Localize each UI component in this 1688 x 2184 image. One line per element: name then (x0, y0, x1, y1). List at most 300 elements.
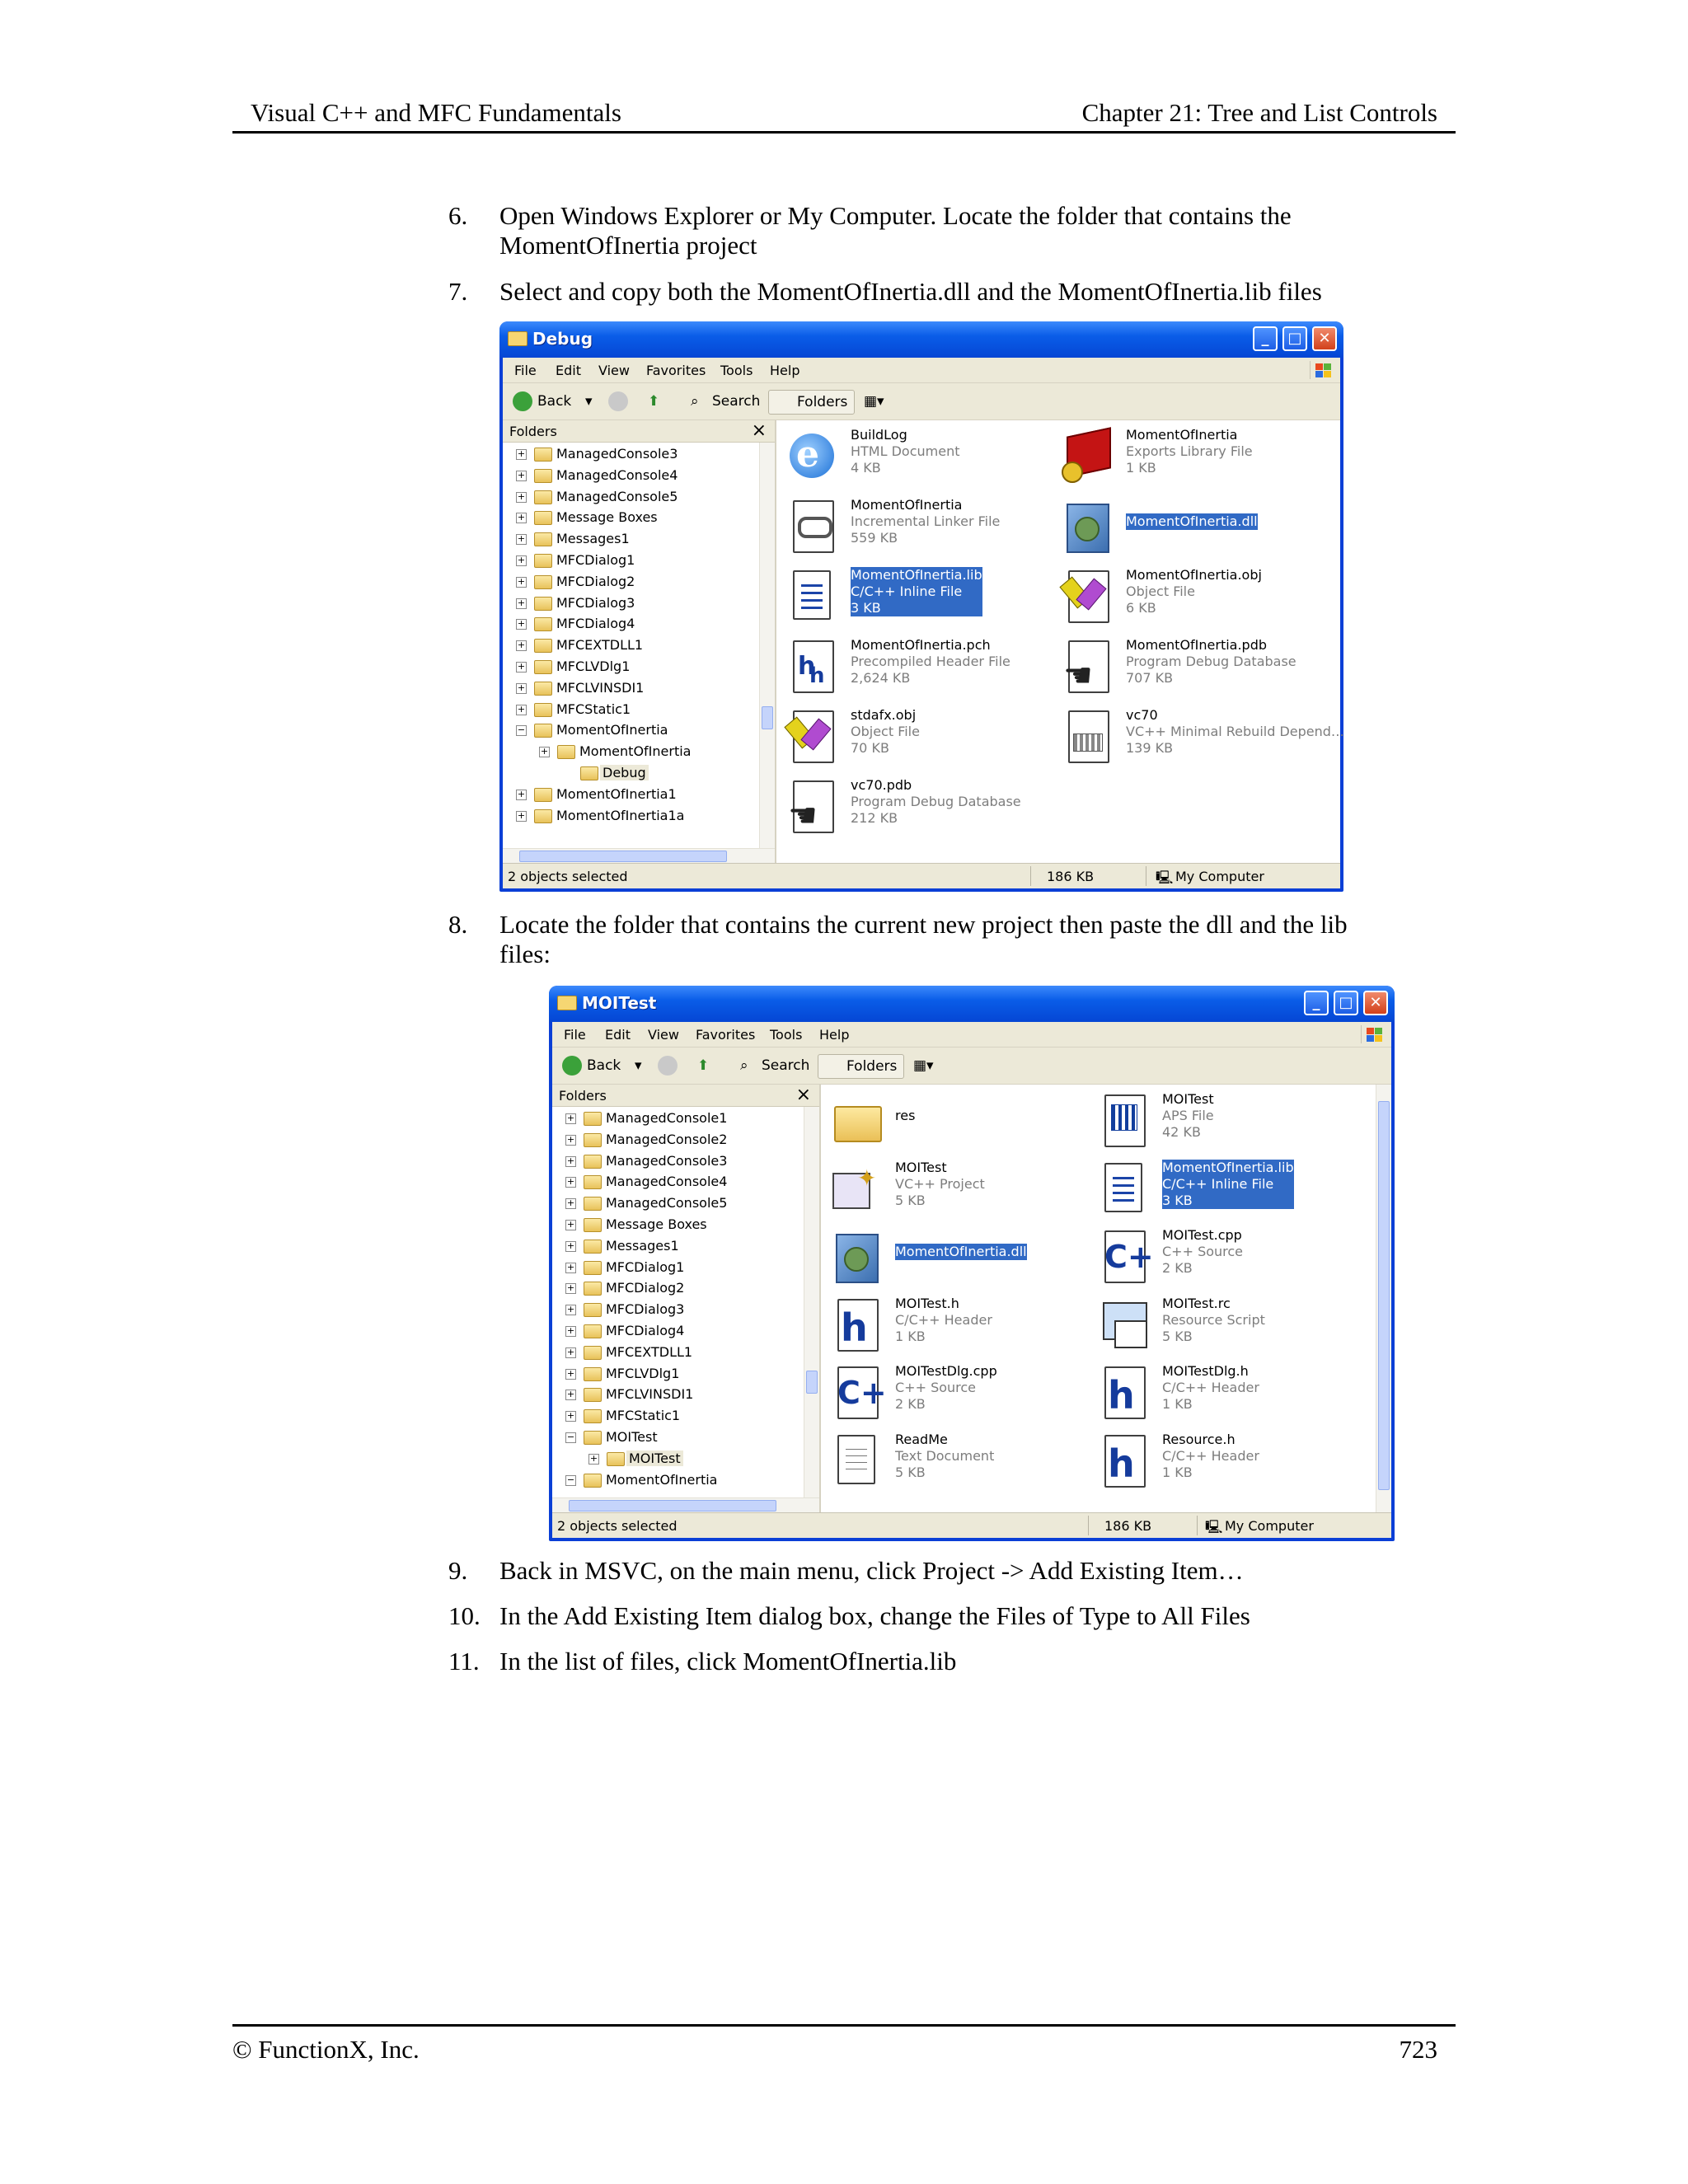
explorer-window-moitest (549, 986, 1395, 1541)
file-name: MomentOfInertia (1126, 427, 1238, 443)
file-name: MomentOfInertia.dll (895, 1244, 1027, 1259)
tree-item-label: MFCLVDlg1 (556, 658, 631, 674)
file-name: MOITest.h (895, 1295, 959, 1311)
maximize-button[interactable]: □ (1334, 991, 1358, 1015)
expand-toggle-icon[interactable]: + (517, 448, 526, 459)
link-icon (785, 499, 839, 555)
back-dropdown-icon[interactable]: ▾ (635, 1057, 642, 1074)
file-type: Object File (1126, 583, 1195, 599)
folder-icon (534, 724, 552, 738)
folders-panel-title: Folders (559, 1088, 607, 1104)
file-type: Object File (851, 724, 920, 739)
toolbar (503, 383, 1340, 420)
file-size: 1 KB (1162, 1464, 1193, 1480)
file-item[interactable] (1096, 1226, 1368, 1288)
step-8 (448, 910, 1437, 969)
vertical-scrollbar[interactable] (804, 1107, 819, 1498)
file-size: 212 KB (851, 810, 898, 826)
menu-favorites[interactable]: Favorites (646, 363, 706, 378)
folder-icon (584, 1112, 602, 1126)
expand-toggle-icon[interactable]: − (566, 1474, 575, 1485)
file-item[interactable] (785, 776, 1057, 838)
expand-toggle-icon[interactable]: − (566, 1432, 575, 1442)
file-size: 559 KB (851, 530, 898, 546)
file-type: Resource Script (1162, 1311, 1265, 1328)
step-number: 11. (448, 1647, 480, 1675)
tree-item-label: MomentOfInertia (579, 743, 692, 760)
folder-icon (534, 511, 552, 525)
expand-toggle-icon[interactable]: + (566, 1325, 575, 1336)
file-size: 70 KB (851, 740, 889, 756)
file-type: C/C++ Header (895, 1311, 992, 1328)
folder-icon (534, 809, 552, 823)
file-type: HTML Document (851, 443, 960, 459)
project-icon: ✦ (829, 1161, 884, 1217)
file-size: 3 KB (851, 600, 982, 616)
tree-item-label: Message Boxes (606, 1216, 707, 1232)
file-item[interactable] (1096, 1090, 1368, 1152)
file-type: Incremental Linker File (851, 513, 1001, 529)
step-text: In the list of files, click MomentOfInertia.lib (499, 1647, 957, 1675)
expand-toggle-icon[interactable]: + (566, 1197, 575, 1209)
pdb-icon: ☚ (1060, 639, 1114, 695)
file-name: vc70.pdb (851, 777, 912, 793)
expand-toggle-icon[interactable]: + (517, 640, 526, 651)
menu-view[interactable]: View (648, 1027, 679, 1043)
file-size: 5 KB (1162, 1328, 1193, 1344)
tree-item-label: MFCDialog4 (606, 1323, 685, 1338)
expand-toggle-icon[interactable]: + (517, 682, 526, 693)
forward-arrow-icon[interactable] (608, 391, 628, 411)
folder-icon (534, 554, 552, 568)
step-text: Select and copy both the MomentOfInertia.dll and the MomentOfInertia.lib files (499, 277, 1322, 306)
file-item[interactable] (785, 565, 1057, 628)
menu-view[interactable]: View (598, 363, 630, 378)
expand-toggle-icon[interactable]: + (517, 703, 526, 715)
folder-icon (534, 575, 552, 589)
expand-toggle-icon[interactable]: + (566, 1389, 575, 1400)
page-footer (232, 2024, 1456, 2064)
expand-toggle-icon[interactable]: + (517, 661, 526, 672)
file-name: res (895, 1108, 916, 1123)
file-item[interactable] (785, 635, 1057, 698)
maximize-button[interactable]: □ (1282, 326, 1307, 351)
tree-item-label: MomentOfInertia1 (556, 785, 677, 802)
back-button[interactable]: Back (537, 393, 572, 410)
pdb-icon: ☚ (785, 779, 839, 835)
folder-icon (584, 1133, 602, 1147)
up-folder-icon[interactable]: ⬆ (697, 1057, 710, 1074)
expand-toggle-icon[interactable]: + (566, 1155, 575, 1166)
tree-item-label: MFCLVDlg1 (606, 1365, 680, 1381)
folder-icon (584, 1431, 602, 1445)
tree-item-label: ManagedConsole4 (556, 466, 678, 483)
computer-icon: 🖳 (1205, 1519, 1223, 1535)
dll-icon (829, 1229, 884, 1285)
step-number: 8. (448, 910, 468, 939)
expand-toggle-icon[interactable]: + (566, 1410, 575, 1422)
file-item[interactable] (829, 1158, 1101, 1221)
rc-icon (1096, 1297, 1151, 1353)
expand-toggle-icon[interactable]: + (517, 809, 526, 821)
file-item[interactable] (1096, 1430, 1368, 1493)
expand-toggle-icon[interactable]: + (517, 533, 526, 545)
file-item[interactable] (829, 1430, 1101, 1493)
folder-icon (534, 532, 552, 546)
book-icon (1060, 429, 1114, 485)
tree-item-label: MomentOfInertia1a (556, 807, 685, 823)
views-icon[interactable]: ▦▾ (913, 1057, 934, 1074)
tree-item-label: MFCDialog4 (556, 616, 635, 632)
expand-toggle-icon[interactable]: + (540, 746, 549, 757)
file-size: 2 KB (895, 1396, 926, 1412)
expand-toggle-icon[interactable]: + (566, 1113, 575, 1123)
horizontal-scrollbar[interactable] (552, 1497, 819, 1513)
expand-toggle-icon[interactable]: + (517, 597, 526, 608)
back-arrow-icon[interactable] (562, 1056, 582, 1076)
file-name: MOITest.cpp (1162, 1227, 1242, 1243)
file-item[interactable] (1096, 1361, 1368, 1424)
step-10 (448, 1601, 1437, 1631)
close-icon[interactable]: × (751, 420, 767, 441)
menu-help[interactable]: Help (770, 363, 800, 378)
menu-bar (503, 358, 1340, 383)
file-name: MomentOfInertia.lib (1162, 1159, 1294, 1175)
folder-icon (584, 1474, 602, 1488)
windows-logo-icon (1361, 1025, 1385, 1043)
minimize-button[interactable]: _ (1253, 326, 1278, 351)
file-size: 2,624 KB (851, 670, 911, 686)
tree-item-label: MFCDialog1 (556, 552, 635, 568)
menu-tools[interactable]: Tools (770, 1027, 803, 1043)
tree-item-label: MFCStatic1 (556, 701, 631, 717)
step-text: Locate the folder that contains the current new project then paste the dll and the lib files: (499, 910, 1348, 968)
tree-item-label: ManagedConsole5 (606, 1195, 728, 1212)
vertical-scrollbar[interactable] (759, 443, 775, 849)
file-name: BuildLog (851, 427, 907, 443)
menu-file[interactable]: File (514, 363, 537, 378)
file-name: MomentOfInertia (851, 497, 963, 513)
folder-icon (584, 1240, 602, 1254)
tree-item-label: ManagedConsole5 (556, 488, 678, 504)
header-chapter-title: Chapter 21: Tree and List Controls (1081, 98, 1437, 127)
folder-icon (534, 682, 552, 696)
folder-tree (552, 1107, 804, 1498)
step-number: 6. (448, 201, 468, 230)
title-bar[interactable] (549, 986, 1395, 1022)
file-item[interactable] (829, 1294, 1101, 1357)
file-item[interactable] (785, 425, 1057, 488)
folder-icon (584, 1367, 602, 1381)
folder-tree (503, 443, 760, 849)
lib-icon (1096, 1161, 1151, 1217)
step-9 (448, 1556, 1437, 1586)
tree-item-label: MFCDialog3 (556, 594, 635, 611)
tree-item-label: Debug (600, 765, 649, 780)
tree-item-label: MFCDialog3 (606, 1301, 685, 1318)
file-item[interactable] (1060, 635, 1332, 698)
file-type: C/C++ Inline File (1162, 1176, 1294, 1193)
minimize-button[interactable]: _ (1304, 991, 1329, 1015)
folder-icon (584, 1155, 602, 1169)
file-name: MomentOfInertia.pch (851, 637, 991, 653)
folder-icon (534, 660, 552, 674)
file-name: Resource.h (1162, 1431, 1236, 1447)
status-selection-count: 2 objects selected (508, 869, 628, 884)
forward-arrow-icon[interactable] (658, 1056, 678, 1076)
up-folder-icon[interactable]: ⬆ (648, 393, 660, 410)
expand-toggle-icon[interactable]: + (566, 1346, 575, 1357)
menu-bar (552, 1022, 1391, 1047)
window-client (552, 1022, 1391, 1538)
close-icon[interactable]: × (795, 1085, 811, 1105)
folder-icon (584, 1303, 602, 1317)
file-item[interactable] (785, 495, 1057, 558)
folders-button-label: Folders (846, 1058, 898, 1075)
windows-logo-icon (1310, 361, 1334, 379)
title-bar[interactable] (499, 321, 1343, 358)
expand-toggle-icon[interactable]: + (589, 1452, 598, 1464)
status-size: 186 KB (1047, 869, 1095, 884)
status-bar (552, 1512, 1391, 1538)
close-button[interactable]: ✕ (1312, 326, 1337, 351)
expand-toggle-icon[interactable]: + (566, 1176, 575, 1188)
file-size: 2 KB (1162, 1260, 1193, 1276)
menu-edit[interactable]: Edit (605, 1027, 631, 1043)
expand-toggle-icon[interactable]: + (517, 512, 526, 523)
step-text: Back in MSVC, on the main menu, click Project -> Add Existing Item… (499, 1556, 1244, 1585)
folders-panel-title: Folders (509, 424, 557, 439)
status-location: My Computer (1175, 869, 1264, 884)
file-type: C/C++ Header (1162, 1380, 1259, 1395)
file-size: 3 KB (1162, 1193, 1294, 1209)
folders-button-label: Folders (797, 394, 848, 410)
file-name: MOITest (895, 1159, 947, 1175)
search-button[interactable]: Search (762, 1057, 810, 1074)
expand-toggle-icon[interactable]: − (517, 724, 526, 736)
status-bar (503, 863, 1340, 888)
tree-item-label: Messages1 (606, 1237, 679, 1254)
expand-toggle-icon[interactable]: + (566, 1240, 575, 1251)
folder-icon (557, 996, 577, 1010)
folder-icon (584, 1409, 602, 1423)
lib-icon (785, 569, 839, 625)
tree-item-label: MomentOfInertia (556, 722, 668, 738)
expand-toggle-icon[interactable]: + (566, 1367, 575, 1379)
file-list (821, 1085, 1391, 1513)
menu-file[interactable]: File (564, 1027, 586, 1043)
dll-icon (1060, 499, 1114, 555)
back-button[interactable]: Back (587, 1057, 621, 1074)
window-title: Debug (532, 329, 593, 349)
tree-item-label: ManagedConsole3 (556, 446, 678, 462)
tree-item-label: ManagedConsole1 (606, 1110, 728, 1126)
close-button[interactable]: ✕ (1363, 991, 1388, 1015)
folders-panel (552, 1085, 821, 1513)
horizontal-scrollbar[interactable] (503, 848, 775, 864)
file-item[interactable] (1060, 565, 1332, 628)
file-type: VC++ Project (895, 1175, 985, 1192)
file-name: MOITestDlg.h (1162, 1363, 1249, 1379)
expand-toggle-icon[interactable]: + (517, 618, 526, 630)
tree-item-label: Messages1 (556, 531, 630, 547)
idb-icon (1060, 709, 1114, 765)
search-button[interactable]: Search (712, 393, 761, 410)
folder-icon (534, 597, 552, 611)
tree-item-label: MFCLVINSDI1 (556, 679, 645, 696)
folders-button[interactable] (768, 390, 855, 415)
folder-icon (534, 788, 552, 802)
folder-icon (534, 490, 552, 504)
cpp-icon: C+ (829, 1365, 884, 1421)
file-name: stdafx.obj (851, 707, 917, 723)
file-type: Program Debug Database (851, 794, 1021, 809)
file-item[interactable] (829, 1226, 1101, 1288)
tree-item-label: MOITest (626, 1451, 683, 1466)
file-item[interactable] (1096, 1294, 1368, 1357)
expand-toggle-icon[interactable]: + (566, 1304, 575, 1315)
tree-item-label: MFCStatic1 (606, 1408, 681, 1424)
menu-help[interactable]: Help (819, 1027, 850, 1043)
tree-item-label: Message Boxes (556, 509, 658, 526)
file-size: 1 KB (1126, 460, 1156, 476)
file-size: 139 KB (1126, 740, 1174, 756)
folders-panel-header (503, 420, 775, 443)
views-icon[interactable]: ▦▾ (864, 393, 884, 410)
tree-item-label: MFCDialog1 (606, 1258, 685, 1275)
ie-icon: e (785, 429, 839, 485)
file-name: MomentOfInertia.pdb (1126, 637, 1268, 653)
file-name: MomentOfInertia.dll (1126, 513, 1258, 529)
file-name: ReadMe (895, 1431, 948, 1447)
tree-item-label: MFCEXTDLL1 (606, 1343, 693, 1360)
file-name: MOITestDlg.cpp (895, 1363, 997, 1379)
file-name: MOITest.rc (1162, 1295, 1231, 1311)
expand-toggle-icon[interactable]: + (517, 490, 526, 502)
status-selection-count: 2 objects selected (557, 1518, 678, 1534)
file-size: 1 KB (895, 1328, 926, 1344)
header-book-title: Visual C++ and MFC Fundamentals (251, 98, 621, 127)
folder-icon (580, 766, 598, 780)
step-6 (448, 201, 1437, 260)
folder-icon (584, 1346, 602, 1360)
file-name: MOITest (1162, 1091, 1214, 1107)
tree-item-label: ManagedConsole4 (606, 1174, 728, 1190)
status-location: My Computer (1225, 1518, 1314, 1534)
expand-toggle-icon[interactable]: + (566, 1219, 575, 1230)
folder-icon (584, 1261, 602, 1275)
tree-item-label: MFCDialog2 (556, 573, 635, 589)
file-size: 707 KB (1126, 670, 1174, 686)
menu-edit[interactable]: Edit (556, 363, 581, 378)
folder-icon (584, 1388, 602, 1402)
file-item[interactable] (829, 1090, 1101, 1152)
expand-toggle-icon[interactable]: + (517, 788, 526, 799)
file-size: 42 KB (1162, 1124, 1201, 1140)
file-type: C/C++ Inline File (851, 583, 982, 600)
folder-icon (534, 639, 552, 653)
tree-item-label: MFCEXTDLL1 (556, 637, 644, 654)
file-size: 1 KB (1162, 1396, 1193, 1412)
file-item[interactable] (829, 1361, 1101, 1424)
step-7 (448, 277, 1437, 307)
folders-button[interactable] (818, 1054, 904, 1079)
step-number: 9. (448, 1556, 468, 1585)
file-item[interactable] (1060, 495, 1332, 558)
h-icon: h (1096, 1365, 1151, 1421)
txt-icon (829, 1433, 884, 1489)
toolbar (552, 1047, 1391, 1085)
window-client (503, 358, 1344, 888)
expand-toggle-icon[interactable]: + (566, 1133, 575, 1145)
file-name: MomentOfInertia.obj (1126, 567, 1262, 583)
folder-icon (534, 617, 552, 631)
tree-item-label: ManagedConsole2 (606, 1131, 728, 1147)
file-item[interactable] (1096, 1158, 1368, 1221)
tree-item-label: MFCDialog2 (606, 1280, 685, 1296)
status-size: 186 KB (1104, 1518, 1152, 1534)
search-icon: ⌕ (691, 393, 699, 410)
folder-icon (584, 1218, 602, 1232)
file-name: vc70 (1126, 707, 1158, 723)
folder-icon (508, 331, 528, 346)
h-icon: h (829, 1297, 884, 1353)
file-item[interactable] (785, 705, 1057, 768)
search-icon: ⌕ (740, 1057, 748, 1074)
step-11 (448, 1647, 1437, 1676)
vertical-scrollbar[interactable] (1376, 1085, 1391, 1513)
file-type: C/C++ Header (1162, 1447, 1259, 1464)
file-type: VC++ Minimal Rebuild Depend… (1126, 724, 1344, 739)
expand-toggle-icon[interactable]: + (566, 1261, 575, 1272)
folder-icon (584, 1282, 602, 1296)
file-type: Text Document (895, 1447, 995, 1464)
file-size: 5 KB (895, 1464, 926, 1480)
folder-icon (584, 1197, 602, 1211)
folder-icon (534, 448, 552, 462)
h-icon: h (1096, 1433, 1151, 1489)
window-title: MOITest (582, 993, 657, 1013)
tree-item-label: MFCLVINSDI1 (606, 1386, 694, 1403)
file-item[interactable] (1060, 425, 1332, 488)
folder-icon (584, 1324, 602, 1338)
expand-toggle-icon[interactable]: + (566, 1282, 575, 1294)
folder-icon (584, 1175, 602, 1189)
file-name: MomentOfInertia.lib (851, 567, 982, 583)
file-size: 5 KB (895, 1192, 926, 1208)
obj-icon (1060, 569, 1114, 625)
file-item[interactable] (1060, 705, 1344, 768)
back-arrow-icon[interactable] (513, 391, 532, 411)
expand-toggle-icon[interactable]: + (517, 469, 526, 480)
folder-icon (534, 469, 552, 483)
step-number: 7. (448, 277, 468, 306)
file-type: C++ Source (1162, 1244, 1244, 1259)
footer-copyright: © FunctionX, Inc. (232, 2035, 420, 2064)
cpp-icon: C+ (1096, 1229, 1151, 1285)
file-type: Precompiled Header File (851, 654, 1010, 669)
expand-toggle-icon[interactable]: + (517, 575, 526, 587)
folders-panel-header (552, 1085, 819, 1107)
file-list (776, 420, 1344, 864)
page-header (232, 97, 1456, 134)
file-type: Program Debug Database (1126, 654, 1296, 669)
menu-favorites[interactable]: Favorites (696, 1027, 756, 1043)
expand-toggle-icon[interactable]: + (517, 555, 526, 565)
folder-icon (829, 1093, 884, 1149)
menu-tools[interactable]: Tools (720, 363, 753, 378)
back-dropdown-icon[interactable]: ▾ (585, 393, 593, 410)
